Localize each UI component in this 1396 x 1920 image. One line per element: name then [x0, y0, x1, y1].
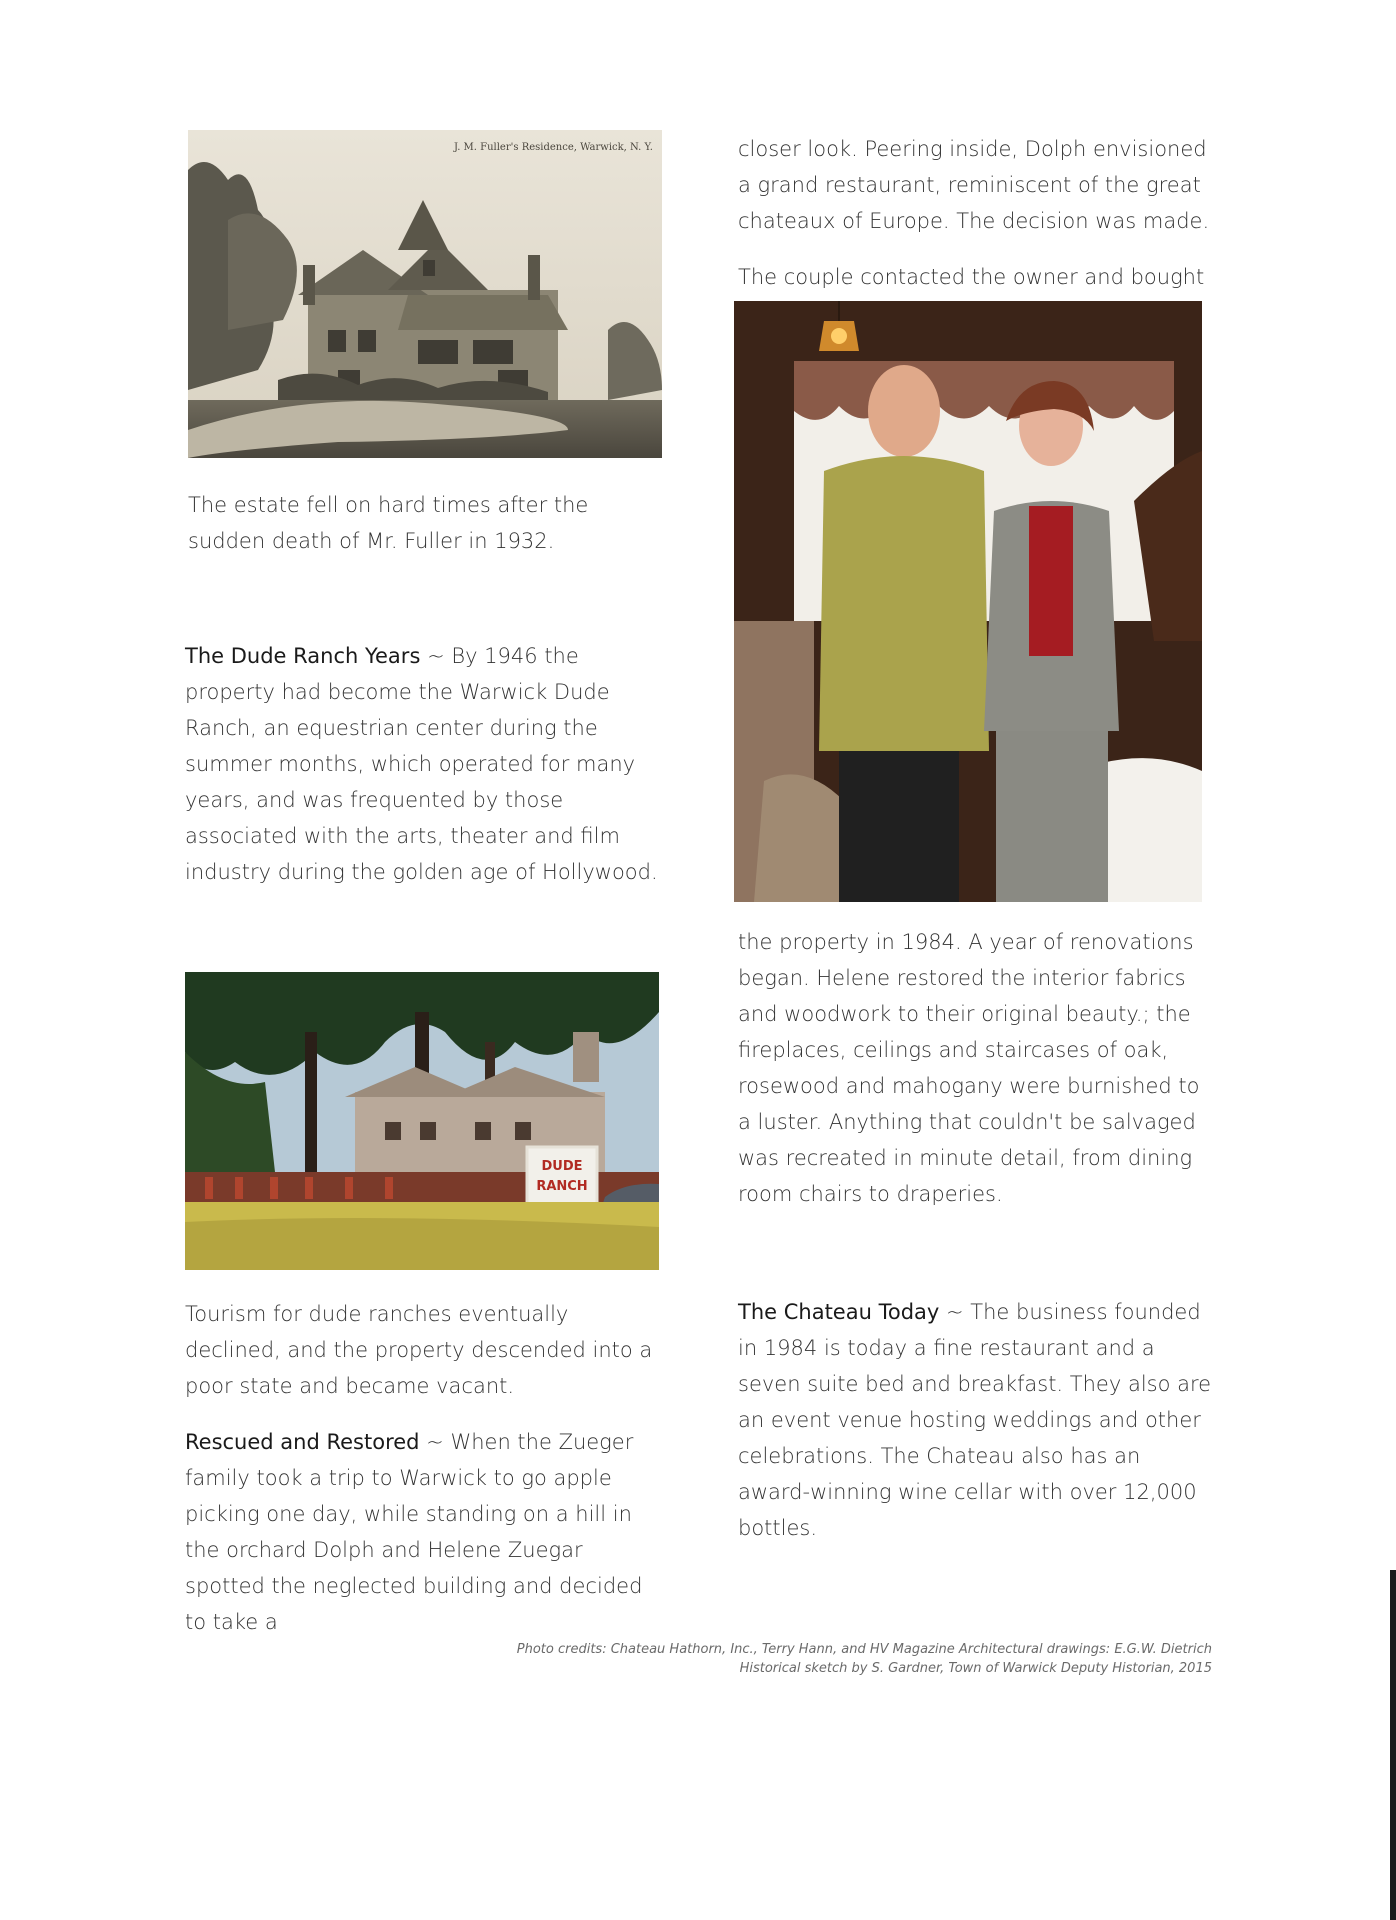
scan-edge-shadow — [1390, 1570, 1396, 1920]
photo-credits-line2: Historical sketch by S. Gardner, Town of Warwick Deputy Historian, 2015 — [739, 1661, 1212, 1676]
rescued-restored-body: When the Zueger family took a trip to Warwick to go apple picking one day, while standing on a hill in the orchard Dolph and Helene Zuegar spotted the neglected building and decided to take a — [185, 1430, 643, 1634]
dude-ranch-years-section — [185, 638, 665, 890]
fuller-residence-caption: J. M. Fuller's Residence, Warwick, N. Y. — [453, 142, 653, 153]
chateau-today-heading: The Chateau Today — [738, 1300, 940, 1324]
chateau-today-body: The business founded in 1984 is today a fine restaurant and a seven suite bed and breakfast. They also are an event venue hosting weddings and other celebrations. The Chateau also has an award-winning wine cellar with over 12,000 bottles. — [738, 1300, 1212, 1540]
fuller-residence-photo — [188, 130, 662, 458]
renovation-paragraph — [738, 924, 1218, 1212]
rescued-restored-separator: ~ — [419, 1430, 451, 1454]
estate-paragraph-text: The estate fell on hard times after the sudden death of Mr. Fuller in 1932. — [188, 493, 589, 553]
tourism-paragraph-text: Tourism for dude ranches eventually declined, and the property descended into a poor state and became vacant. — [185, 1302, 653, 1398]
couple-contacted-paragraph — [738, 259, 1218, 295]
closer-look-paragraph — [738, 131, 1218, 239]
photo-credits — [312, 1640, 1212, 1678]
dude-ranch-years-heading: The Dude Ranch Years — [185, 644, 421, 668]
estate-paragraph — [188, 487, 658, 559]
closer-look-paragraph-text: closer look. Peering inside, Dolph envisioned a grand restaurant, reminiscent of the great chateaux of Europe. The decision was made. — [738, 137, 1210, 233]
dude-ranch-years-separator: ~ — [420, 644, 452, 668]
rescued-restored-heading: Rescued and Restored — [185, 1430, 420, 1454]
photo-credits-line1: Photo credits: Chateau Hathorn, Inc., Terry Hann, and HV Magazine Architectural drawings: E.G.W. Dietrich — [516, 1642, 1212, 1657]
dude-ranch-photo — [185, 972, 659, 1270]
couple-photo — [734, 301, 1202, 902]
dude-ranch-years-body: By 1946 the property had become the Warwick Dude Ranch, an equestrian center during the summer months, which operated for many years, and was frequented by those associated with the arts, theater and film industry during the golden age of Hollywood. — [185, 644, 658, 884]
tourism-paragraph — [185, 1296, 665, 1404]
couple-contacted-paragraph-text: The couple contacted the owner and bought — [738, 265, 1205, 289]
renovation-paragraph-text: the property in 1984. A year of renovations began. Helene restored the interior fabrics and woodwork to their original beauty.; the fireplaces, ceilings and staircases of oak, rosewood and mahogany were burnished to a luster. Anything that couldn't be salvaged was recreated in minute detail, from dining room chairs to draperies. — [738, 930, 1200, 1206]
rescued-restored-section — [185, 1424, 665, 1640]
chateau-today-separator: ~ — [939, 1300, 971, 1324]
dude-ranch-sign-line2: RANCH — [536, 1179, 588, 1194]
chateau-today-section — [738, 1294, 1218, 1546]
dude-ranch-sign-line1: DUDE — [541, 1159, 583, 1174]
